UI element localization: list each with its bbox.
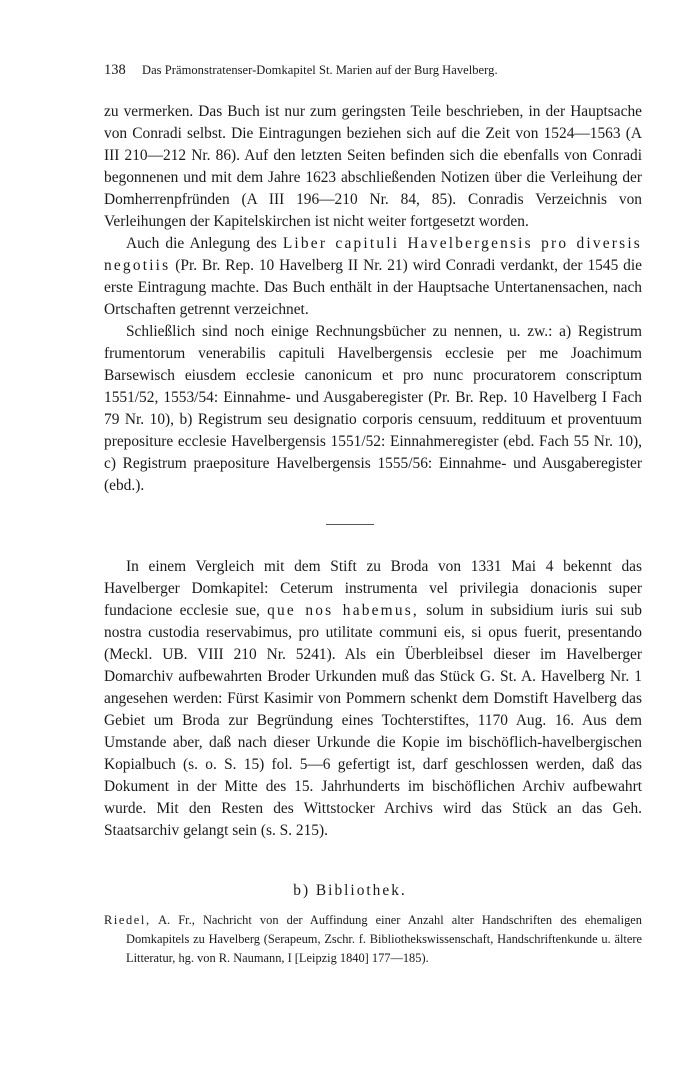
- bib-text: A. Fr., Nachricht von der Auffindung einer Anzahl alter Handschriften des ehemaligen Domkapitels zu Havelberg (Serapeum, Zschr. f. Bibliothekswissenschaft, Handschriftenkunde u. ältere Litteratur, hg. von R. Naumann, I [Leipzig 1840] 177—185).: [126, 913, 642, 965]
- page-number: 138: [104, 62, 126, 78]
- spaced-quote: que nos habemus,: [267, 602, 419, 619]
- paragraph: Schließlich sind noch einige Rechnungsbücher zu nennen, u. zw.: a) Registrum frumentorum venerabilis capituli Havelbergensis ecclesie per me Joachimum Barsewisch eiusdem ecclesie canonicum et pro nunc procuratorem conscriptum 1551/52, 1553/54: Einnahme- und Ausgaberegister (Pr. Br. Rep. 10 Havelberg I Fach 79 Nr. 10), b) Registrum seu designatio corporis censuum, reddituum et proventuum prepositure ecclesie Havelbergensis 1551/52: Einnahmeregister (ebd. Fach 55 Nr. 10), c) Registrum praepositure Havelbergensis 1555/56: Einnahme- und Ausgaberegister (ebd.).: [104, 323, 642, 494]
- paragraph: [104, 556, 642, 842]
- text-run: solum in subsidium iuris sui sub nostra custodia reservabimus, pro utilitate communi eis, si opus fuerit, presentando (Meckl. UB. VIII 210 Nr. 5241). Als ein Überbleibsel dieser im Havelberger Domarchiv aufbewahrten Broder Urkunden muß das Stück G. St. A. Havelberg Nr. 1 angesehen werden: Fürst Kasimir von Pommern schenkt dem Domstift Havelberg das Gebiet um Broda zur Begründung eines Tochterstiftes, 1170 Aug. 16. Aus dem Umstande aber, daß nach dieser Urkunde die Kopie im bischöflich-havelbergischen Kopialbuch (s. o. S. 15) fol. 5—6 gefertigt ist, darf geschlossen werden, daß das Dokument in der Mitte des 15. Jahrhunderts im bischöflichen Archiv aufbewahrt wurde. Mit den Resten des Wittstocker Archivs wird das Stück an das Geh. Staatsarchiv gelangt sein (s. S. 215).: [104, 602, 642, 839]
- text-run: Auch die Anlegung des: [126, 235, 277, 252]
- paragraph: zu vermerken. Das Buch ist nur zum geringsten Teile beschrieben, in der Hauptsache von Conradi selbst. Die Eintragungen beziehen sich auf die Zeit von 1524—1563 (A III 210—212 Nr. 86). Auf den letzten Seiten befinden sich die ebenfalls von Conradi begonnenen und mit dem Jahre 1623 abschließenden Notizen über die Verleihung der Domherrenpfründen (A III 196—210 Nr. 84, 85). Conradis Verzeichnis von Verleihungen der Kapitelskirchen ist nicht weiter fortgesetzt worden.: [104, 103, 642, 230]
- text-run: (Pr. Br. Rep. 10 Havelberg II Nr. 21) wird Conradi verdankt, der 1545 die erste Eintragung machte. Das Buch enthält in der Hauptsache Untertanensachen, nach Ortschaften getrennt verzeichnet.: [104, 257, 642, 318]
- section-broda-text: [104, 556, 642, 842]
- text-run: In einem Vergleich mit dem Stift zu Broda von 1331 Mai 4 bekennt das Havelberger Domkapitel: Ceterum instrumenta vel privilegia donacionis super fundacione ecclesie sue,: [104, 558, 642, 619]
- spaced-title: Liber capituli Havelbergensis pro diversis negotiis: [104, 235, 642, 274]
- section-divider: [326, 524, 374, 525]
- running-title: Das Prämonstratenser-Domkapitel St. Marien auf der Burg Havelberg.: [142, 63, 498, 77]
- bibliography-entry: [104, 911, 642, 968]
- paragraph: [104, 233, 642, 321]
- section-archive-text: [104, 101, 642, 497]
- bib-author: Riedel,: [104, 913, 151, 927]
- page-header: [104, 62, 644, 82]
- subheading-bibliothek: b) Bibliothek.: [293, 882, 407, 899]
